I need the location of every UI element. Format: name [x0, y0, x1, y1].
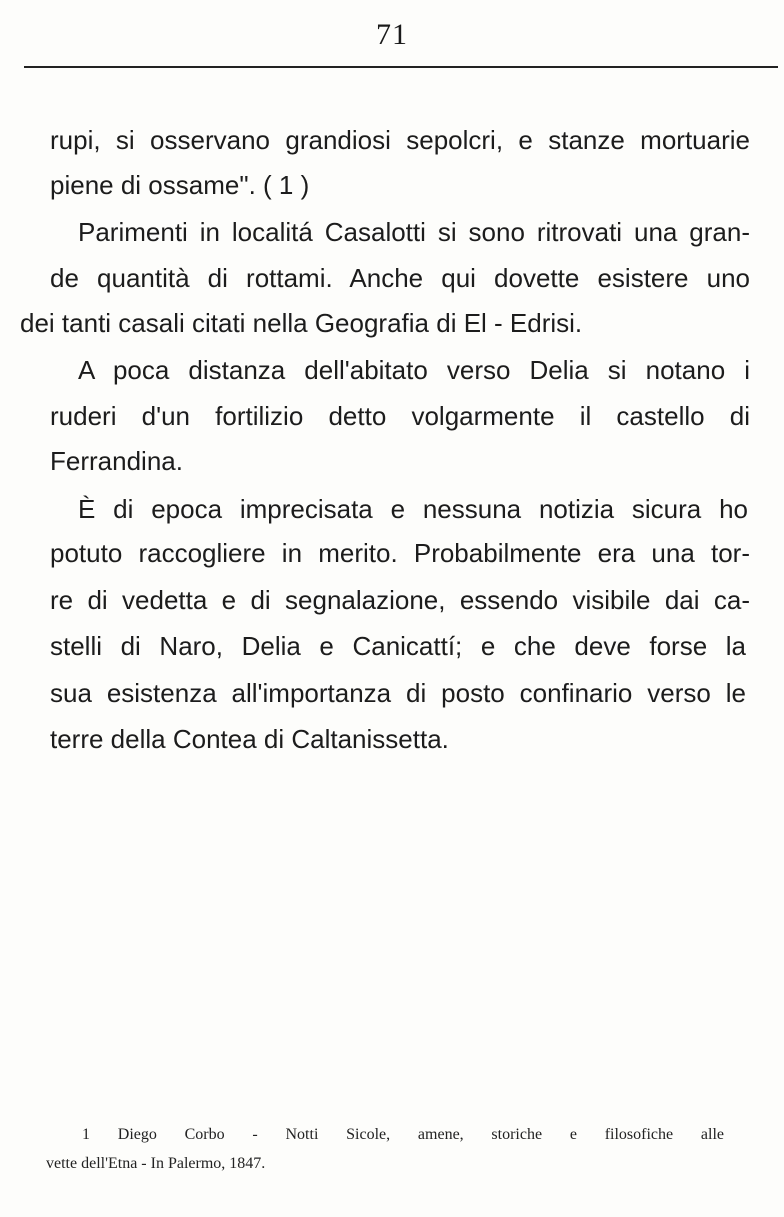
body-line-13: sua esistenza all'importanza di posto confinario verso le [50, 678, 746, 708]
body-line-5: dei tanti casali citati nella Geografia di El - Edrisi. [20, 308, 583, 338]
body-line-7: ruderi d'un fortilizio detto volgarmente il castello di [50, 401, 750, 431]
body-line-4: de quantità di rottami. Anche qui dovette esistere uno [50, 263, 750, 293]
body-line-9: È di epoca imprecisata e nessuna notizia sicura ho [78, 494, 748, 524]
page-number: 71 [376, 18, 408, 51]
body-line-6: A poca distanza dell'abitato verso Delia si notano i [78, 355, 750, 385]
footnote-line-1: 1 Diego Corbo - Notti Sicole, amene, storiche e filosofiche alle [82, 1126, 724, 1143]
body-line-14: terre della Contea di Caltanissetta. [50, 724, 449, 754]
body-line-8: Ferrandina. [50, 446, 183, 476]
footnote-line-2: vette dell'Etna - In Palermo, 1847. [46, 1155, 266, 1172]
header-rule [24, 66, 778, 68]
body-line-3: Parimenti in localitá Casalotti si sono ritrovati una gran- [78, 217, 750, 247]
body-line-2: piene di ossame". ( 1 ) [50, 170, 310, 200]
body-line-1: rupi, si osservano grandiosi sepolcri, e stanze mortuarie [50, 125, 750, 155]
body-line-11: re di vedetta e di segnalazione, essendo visibile dai ca- [50, 585, 750, 615]
body-line-12: stelli di Naro, Delia e Canicattí; e che deve forse la [50, 631, 746, 661]
body-line-10: potuto raccogliere in merito. Probabilmente era una tor- [50, 538, 750, 568]
